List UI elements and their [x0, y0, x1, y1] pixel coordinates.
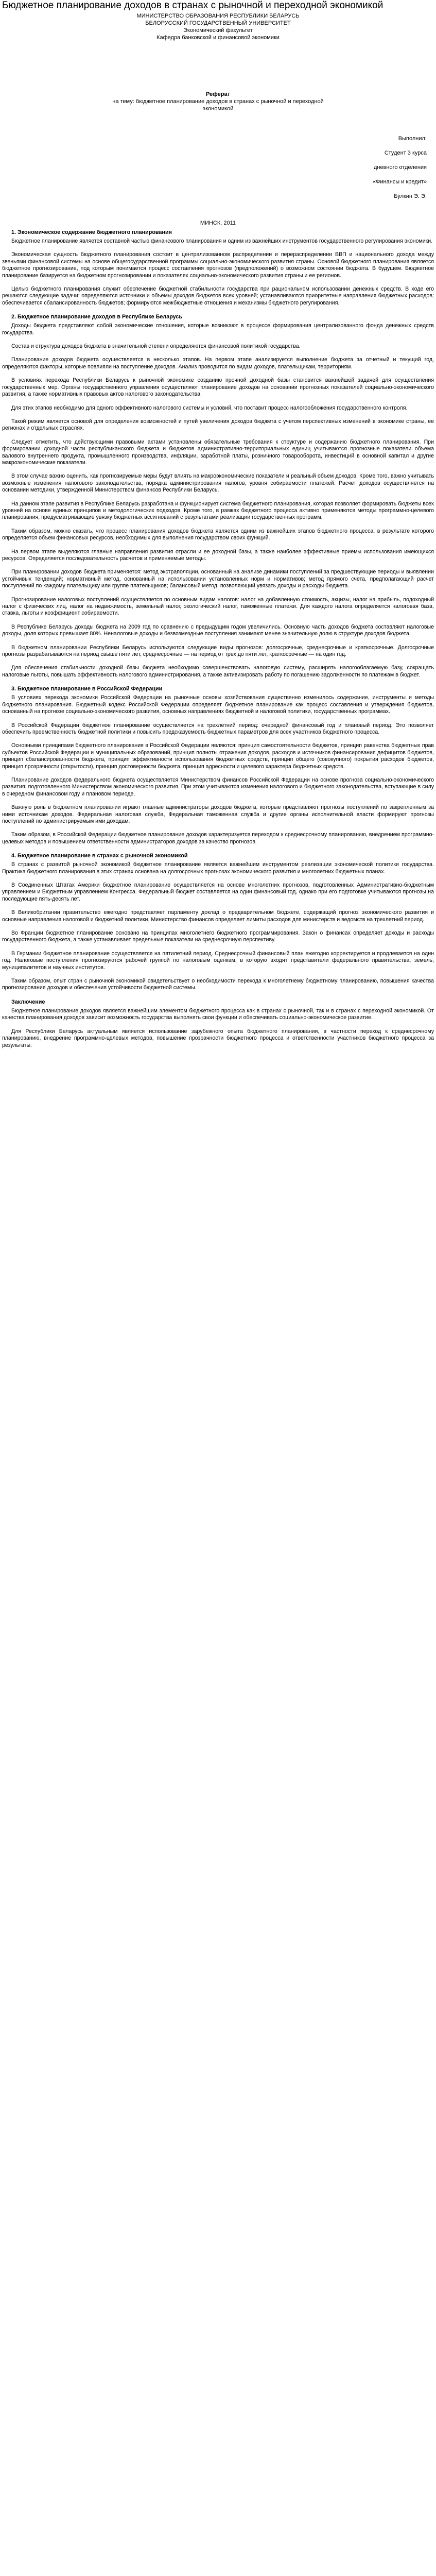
- body-paragraph: Важную роль в бюджетном планировании играют главные администраторы доходов бюджета, которые представляют прогнозы поступлений по закрепленным за ними источникам доходов. Федеральная налоговая служба, Федеральная таможенная служба и другие органы исполнительной власти формируют прогнозы поступлений по администрируемым ими доходам.: [2, 804, 434, 824]
- referat-heading: [1, 91, 435, 112]
- author-course: Студент 3 курса: [384, 150, 427, 156]
- body-paragraph: В этом случае важно оценить, как прогнозируемые меры будут влиять на макроэкономические показатели и реальный объем доходов. Кроме того, важно учитывать возможные изменения налогового законодательства, порядка администрирования налогов, уровня собираемости платежей. Расчет доходов осуществляется на основании методики, утвержденной Министерством финансов Республики Беларусь.: [2, 473, 434, 494]
- ministry-name: МИНИСТЕРСТВО ОБРАЗОВАНИЯ РЕСПУБЛИКИ БЕЛАРУСЬ: [136, 13, 300, 19]
- body-paragraph: В условиях перехода экономики Российской Федерации на рыночные основы хозяйствования существенно изменилось содержание, инструменты и методы бюджетного планирования. Бюджетный кодекс Российской Федерации определяет бюджетное планирование как процесс составления и утверждения бюджетов, основанный на прогнозе социально-экономического развития, основных направлениях бюджетной и налоговой политики, государственных программах.: [2, 694, 434, 715]
- section-heading: 4. Бюджетное планирование в странах с рыночной экономикой: [11, 853, 188, 859]
- author-group: дневного отделения: [373, 164, 427, 171]
- body-paragraph: Таким образом, можно сказать, что процесс планирования доходов бюджета является одним из важнейших этапов бюджетного процесса, в результате которого определяется объем финансовых ресурсов, необходимых для выполнения государством своих функций.: [2, 528, 434, 541]
- referat-label: Реферат: [205, 91, 230, 97]
- sections-container: [2, 238, 434, 1049]
- body-paragraph: Следует отметить, что действующими правовыми актами установлены обязательные требования к структуре и содержанию бюджетного планирования. При формировании доходной части республиканского бюджета и бюджетов административно-территориальных единиц учитываются прогнозные показатели объема валового внутреннего продукта, промышленного производства, инфляции, заработной платы, розничного товарооборота, инвестиций в основной капитал и другие макроэкономические показатели.: [2, 438, 434, 466]
- body-paragraph: Такой режим является основой для определения возможностей и путей увеличения доходов бюджета с учетом перспективных изменений в экономике страны, ее регионах и отдельных отраслях.: [2, 418, 434, 432]
- body-paragraph: На первом этапе выделяются главные направления развития отрасли и ее доходной базы, а также наиболее эффективные приемы использования имеющихся ресурсов. Определяется последовательность расчетов и применяемые методы.: [2, 548, 434, 562]
- body-paragraph: В условиях перехода Республики Беларусь к рыночной экономике созданию прочной доходной базы становится важнейшей задачей для осуществления государственных мер. Органы государственного управления осуществляют планирование доходов на основании прогнозных показателей социально-экономического развития, а также нормативных правовых актов налогового законодательства.: [2, 377, 434, 398]
- author-block: [1, 135, 435, 200]
- city-year: МИНСК, 2011: [200, 220, 236, 226]
- body-paragraph: В странах с развитой рыночной экономикой бюджетное планирование является важнейшим инструментом реализации экономической политики государства. Практика бюджетного планирования в этих странах основана на долгосрочных прогнозах экономического развития и многолетних бюджетных планах.: [2, 861, 434, 875]
- section-heading: 3. Бюджетное планирование в Российской Федерации: [11, 686, 163, 692]
- body-paragraph: В Германии бюджетное планирование осуществляется на пятилетний период. Среднесрочный финансовый план ежегодно корректируется и продлевается на один год. Налоговые поступления прогнозируются рабочей группой по налоговым оценкам, в которую входят представители федерального правительства, земель, муниципалитетов и научных институтов.: [2, 950, 434, 971]
- author-done-label: Выполнил:: [398, 135, 427, 142]
- body-paragraph: Экономическая сущность бюджетного планирования состоит в централизованном распределении и перераспределении ВВП и национального дохода между звеньями финансовой системы на основе общегосударственной программы социально-экономического развития страны. Основой бюджетного планирования является бюджетное прогнозирование, под которым понимается процесс составления прогнозов (предположений) о возможном состоянии бюджета. В будущем. Бюджетное планирование базируется на бюджетном прогнозировании и показателях социально-экономического развития страны и ее регионов.: [2, 251, 434, 279]
- body-paragraph: Доходы бюджета представляют собой экономические отношения, которые возникают в процессе формирования централизованного фонда денежных средств государства.: [2, 323, 434, 336]
- body-paragraph: На данном этапе развития в Республике Беларусь разработана и функционирует система бюджетного планирования, которая позволяет формировать бюджеты всех уровней на основе единых принципов и методологических подходов. Кроме того, в рамках бюджетного процесса активно применяются методы программно-целевого планирования, предусматривающие увязку бюджетных ассигнований с результатами реализации государственных программ.: [2, 500, 434, 521]
- body-paragraph: В Республике Беларусь доходы бюджета на 2009 год по сравнению с предыдущим годом увеличились. Основную часть доходов бюджета составляют налоговые доходы, доля которых превышает 80%. Неналоговые доходы и безвозмездные поступления занимают менее значительную долю в структуре доходов бюджета.: [2, 623, 434, 637]
- university-name: БЕЛОРУССКИЙ ГОСУДАРСТВЕННЫЙ УНИВЕРСИТЕТ: [145, 20, 291, 26]
- body-paragraph: В Российской Федерации бюджетное планирование осуществляется на трехлетний период: очередной финансовый год и плановый период. Это позволяет обеспечить преемственность бюджетной политики и повысить предсказуемость бюджетных параметров для всех участников бюджетного процесса.: [2, 722, 434, 735]
- body-paragraph: Для этих этапов необходимо для одного эффективного налогового системы и условий, что поставит процесс налогообложения государственного контроля.: [11, 404, 408, 411]
- body-paragraph: Для обеспечения стабильности доходной базы бюджета необходимо совершенствовать налоговую систему, расширять налогооблагаемую базу, сокращать налоговые льготы, повышать эффективность налогового администрирования, а также активизировать работу по погашению задолженности по платежам в бюджет.: [2, 665, 434, 678]
- body-paragraph: Таким образом, опыт стран с рыночной экономикой свидетельствует о необходимости перехода к многолетнему бюджетному планированию, повышения качества прогнозирования доходов и обеспечения устойчивости бюджетной системы.: [2, 978, 434, 991]
- document-body: [1, 229, 435, 1049]
- body-paragraph: Планирование доходов бюджета осуществляется в несколько этапов. На первом этапе анализируется выполнение бюджета за отчетный и текущий год, определяются факторы, которые повлияли на поступление доходов. Анализ проводится по видам доходов, плательщикам, территориям.: [2, 357, 434, 370]
- referat-topic-line-1: на тему: бюджетное планирование доходов в странах с рыночной и переходной: [112, 98, 324, 105]
- body-paragraph: При планировании доходов бюджета применяется: метод экстраполяции, основанный на анализе динамики поступлений за предшествующие периоды и выявлении устойчивых тенденций; нормативный метод, основанный на использовании установленных норм и нормативов; метод прямого счета, предполагающий расчет поступлений по каждому плательщику или группе плательщиков; балансовый метод, позволяющий увязать доходы и расходы бюджета.: [2, 569, 434, 589]
- body-paragraph: Прогнозирование налоговых поступлений осуществляется по основным видам налогов: налог на добавленную стоимость, акцизы, налог на прибыль, подоходный налог с физических лиц, налог на недвижимость, земельный налог, экологический налог, таможенные платежи. Для каждого налога определяется налоговая база, ставка, льготы и коэффициент собираемости.: [2, 596, 434, 617]
- body-paragraph: Состав и структура доходов бюджета в значительной степени определяются финансовой политикой государства.: [11, 343, 301, 350]
- body-paragraph: Бюджетное планирование является составной частью финансового планирования и одним из важнейших инструментов государственного регулирования экономики.: [11, 238, 433, 244]
- faculty-name: Экономический факультет: [183, 27, 253, 33]
- section-heading: 2. Бюджетное планирование доходов в Республике Беларусь: [11, 314, 183, 320]
- body-paragraph: Для Республики Беларусь актуальным является использование зарубежного опыта бюджетного планирования, в частности переход к среднесрочному планированию, внедрение программно-целевых методов, повышение прозрачности бюджетного процесса и ответственности участников бюджетного процесса за результаты.: [2, 1028, 434, 1048]
- referat-topic-line-2: экономикой: [202, 106, 234, 112]
- body-paragraph: Бюджетное планирование доходов является важнейшим элементом бюджетного процесса как в странах с рыночной, так и в странах с переходной экономикой. От качества планирования доходов зависит возможность государства выполнять свои функции и обеспечивать социально-экономическое развитие.: [2, 1007, 434, 1021]
- body-paragraph: В Соединенных Штатах Америки бюджетное планирование осуществляется на основе многолетних прогнозов, подготовленных Административно-бюджетным управлением и Бюджетным управлением Конгресса. Федеральный бюджет составляется на один финансовый год, однако при его подготовке учитываются прогнозы на последующие пять-десять лет.: [2, 882, 434, 902]
- body-paragraph: Целью бюджетного планирования служит обеспечение бюджетной стабильности государства при рациональном использовании денежных средств. В ходе его решаются следующие задачи: определяются источники и объемы доходов бюджетов всех уровней; устанавливаются приоритетные направления бюджетных расходов; обеспечивается сбалансированность бюджетов; формируются межбюджетные отношения и механизмы бюджетного регулирования.: [2, 286, 434, 306]
- body-paragraph: Планирование доходов федерального бюджета осуществляется Министерством финансов Российской Федерации на основе прогноза социально-экономического развития, подготовленного Министерством экономического развития. При этом учитываются изменения налогового и бюджетного законодательства, вступающие в силу в очередном финансовом году и плановом периоде.: [2, 776, 434, 797]
- body-paragraph: В Великобритании правительство ежегодно представляет парламенту доклад о предварительном бюджете, содержащий прогноз экономического развития и основные направления налоговой и бюджетной политики. Министерство финансов определяет лимиты расходов для министерств и ведомств на трехлетний период.: [2, 909, 434, 923]
- section-heading: Заключение: [11, 998, 45, 1005]
- body-paragraph: Основными принципами бюджетного планирования в Российской Федерации являются: принцип самостоятельности бюджетов, принцип равенства бюджетных прав субъектов Российской Федерации и муниципальных образований, принцип полноты отражения доходов, расходов и источников финансирования дефицитов бюджетов, принцип сбалансированности бюджета, принцип эффективности использования бюджетных средств, принцип общего (совокупного) покрытия расходов бюджетов, принцип прозрачности (открытости), принцип достоверности бюджета, принцип адресности и целевого характера бюджетных средств.: [2, 742, 434, 770]
- body-paragraph: Во Франции бюджетное планирование основано на принципах многолетнего бюджетного программирования. Закон о финансах определяет доходы и расходы государственного бюджета, а также устанавливает предельные показатели на среднесрочную перспективу.: [2, 930, 434, 943]
- title-page-header: [1, 12, 435, 41]
- author-name: Булкин Э. Э.: [394, 193, 427, 199]
- body-paragraph: Таким образом, в Российской Федерации бюджетное планирование доходов характеризуется переходом к среднесрочному планированию, внедрением программно-целевых методов и повышением ответственности администраторов доходов за качество прогнозов.: [2, 832, 434, 845]
- department-name: Кафедра банковской и финансовой экономики: [156, 35, 280, 41]
- document-title: Бюджетное планирование доходов в странах с рыночной и переходной экономикой: [2, 0, 383, 11]
- section-heading: 1. Экономическое содержание бюджетного планирования: [11, 229, 172, 235]
- author-specialty: «Финансы и кредит»: [372, 179, 427, 185]
- body-paragraph: В бюджетном планировании Республики Беларусь используются следующие виды прогнозов: долгосрочные, среднесрочные и краткосрочные. Долгосрочные прогнозы разрабатываются на период свыше пяти лет, среднесрочные — на период от трех до пяти лет, краткосрочные — на один год.: [2, 644, 434, 658]
